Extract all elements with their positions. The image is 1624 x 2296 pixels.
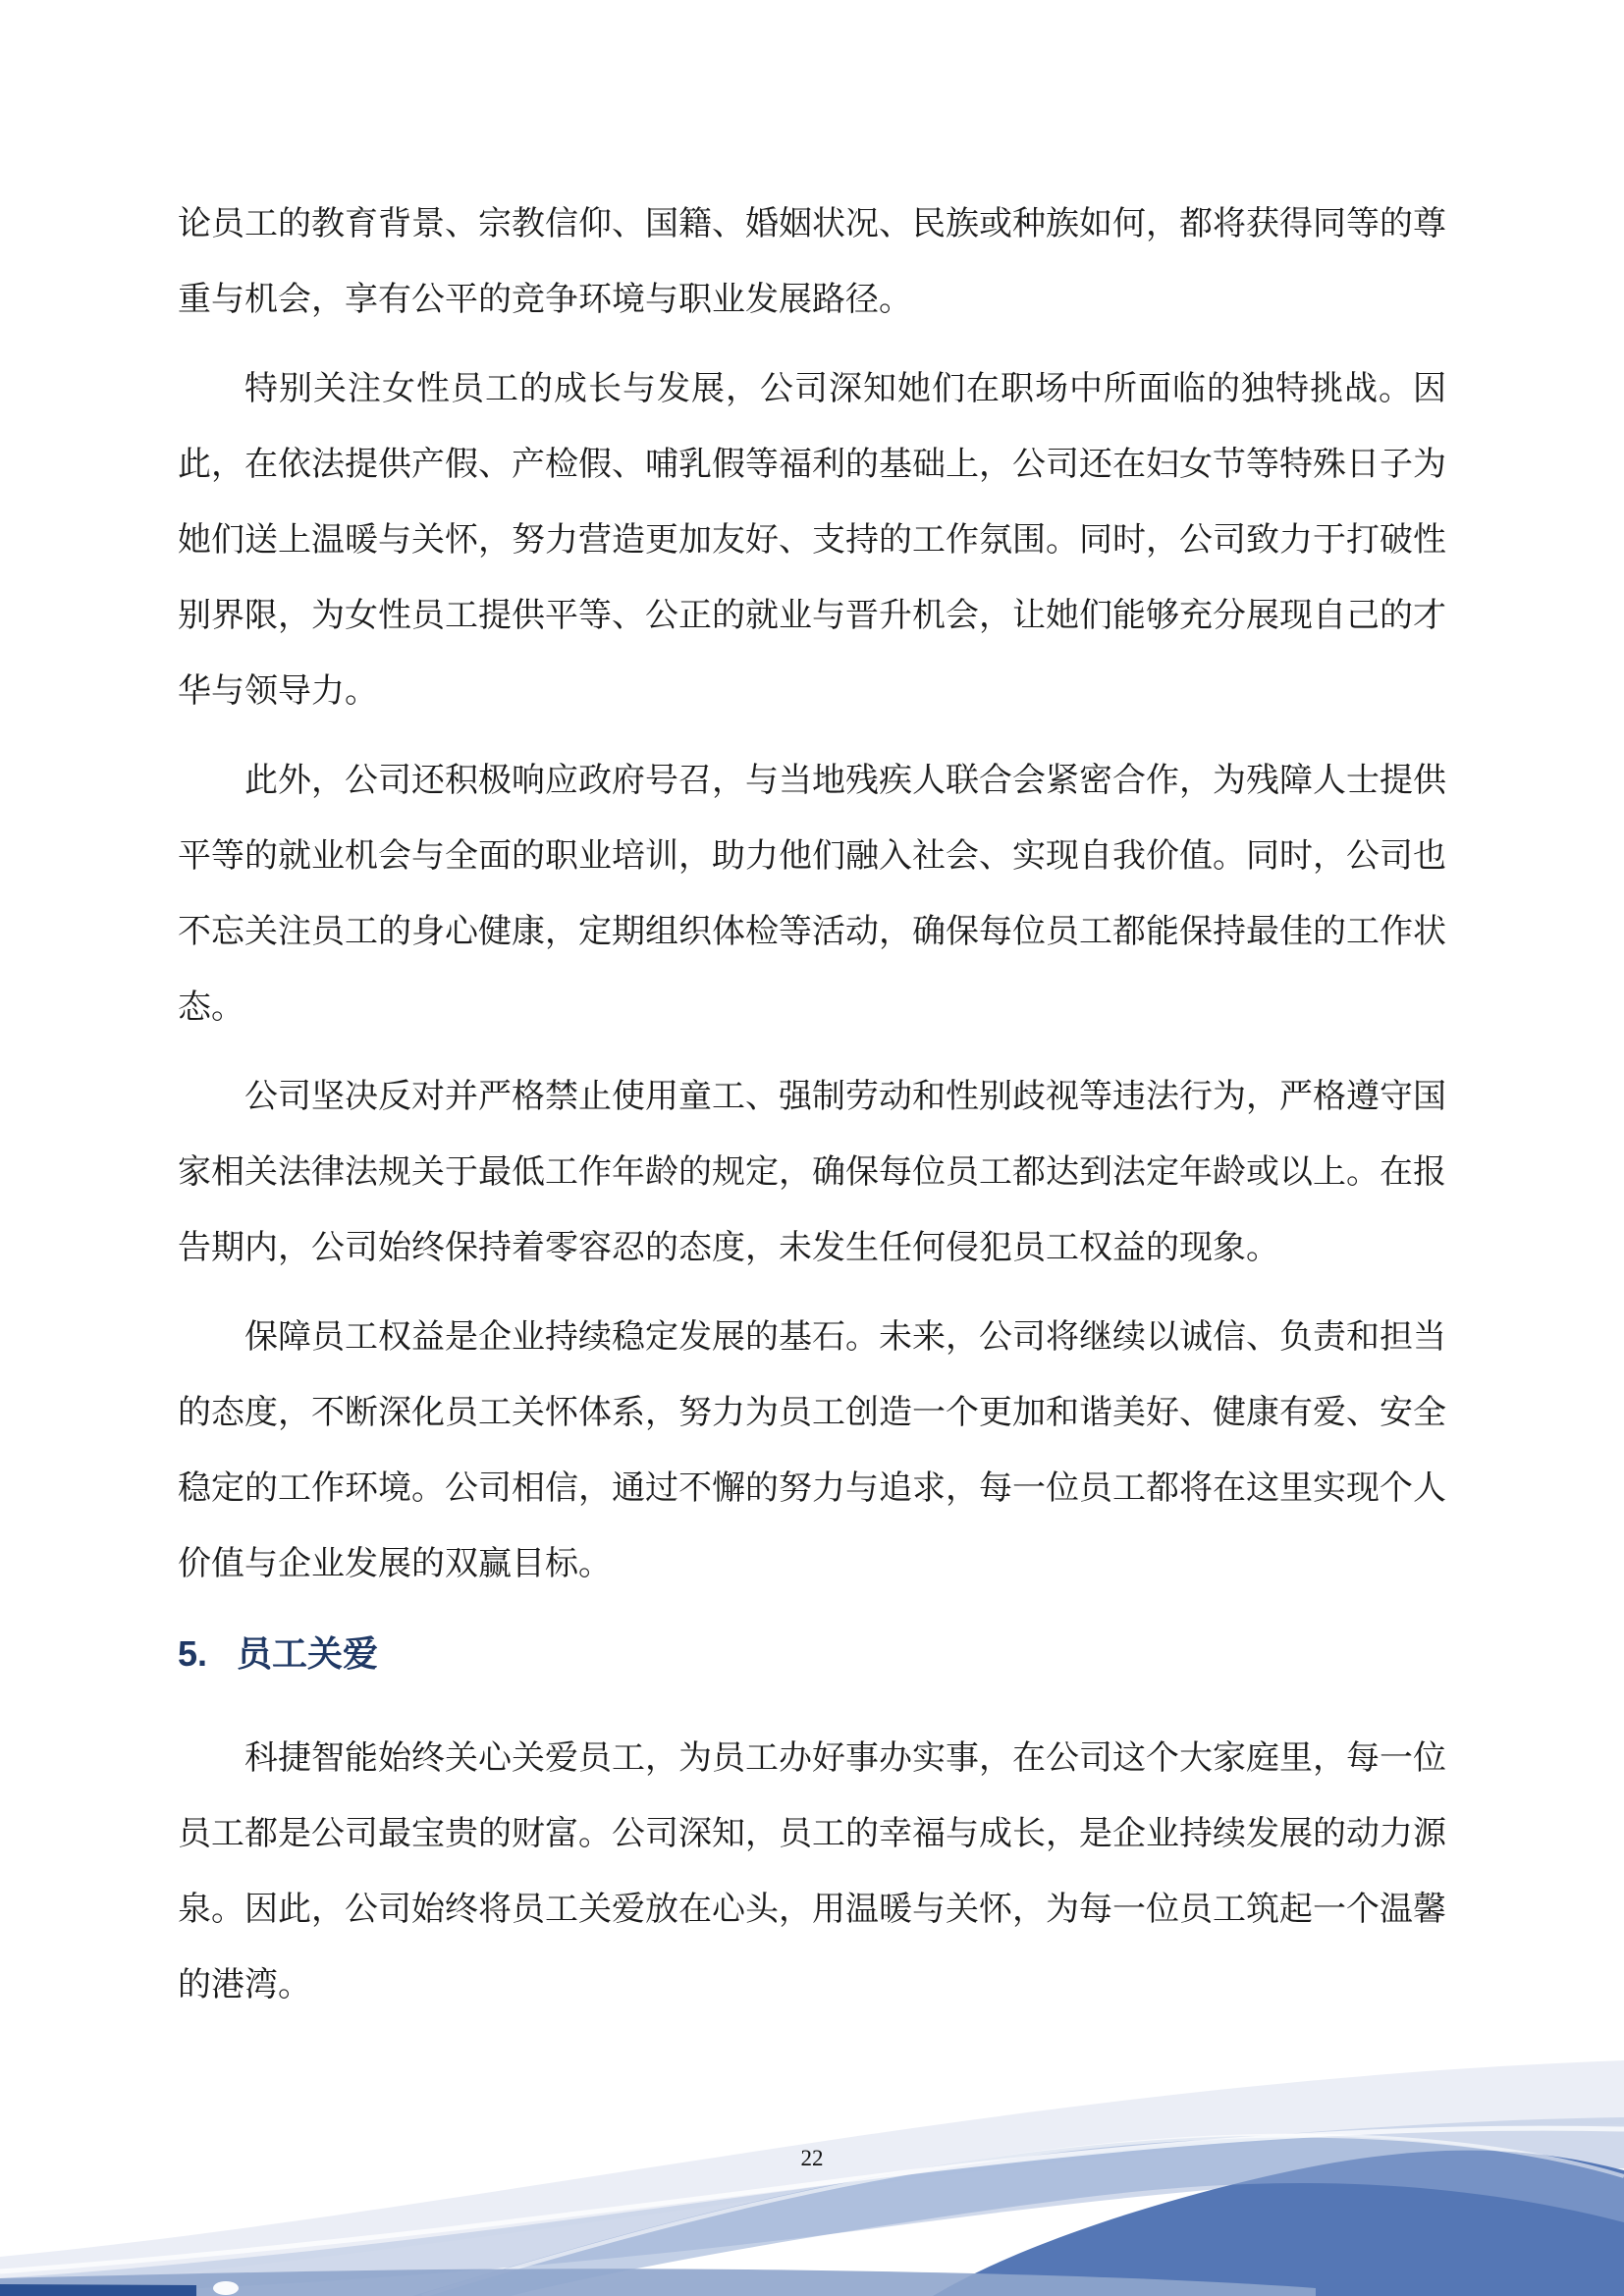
body-paragraph: 此外，公司还积极响应政府号召，与当地残疾人联合会紧密合作，为残障人士提供平等的就业机会与全面的职业培训，助力他们融入社会、实现自我价值。同时，公司也不忘关注员工的身心健康，定期组织体检等活动，确保每位员工都能保持最佳的工作状态。 <box>178 762 1446 1026</box>
body-paragraph: 公司坚决反对并严格禁止使用童工、强制劳动和性别歧视等违法行为，严格遵守国家相关法律法规关于最低工作年龄的规定，确保每位员工都达到法定年龄或以上。在报告期内，公司始终保持着零容忍的态度，未发生任何侵犯员工权益的现象。 <box>178 1078 1446 1266</box>
content-area <box>178 187 1446 2037</box>
body-paragraph: 特别关注女性员工的成长与发展，公司深知她们在职场中所面临的独特挑战。因此，在依法提供产假、产检假、哺乳假等福利的基础上，公司还在妇女节等特殊日子为她们送上温暖与关怀，努力营造更加友好、支持的工作氛围。同时，公司致力于打破性别界限，为女性员工提供平等、公正的就业与晋升机会，让她们能够充分展现自己的才华与领导力。 <box>178 370 1446 710</box>
wave-dot <box>213 2281 239 2295</box>
section-heading <box>178 1616 1446 1691</box>
body-paragraph: 保障员工权益是企业持续稳定发展的基石。未来，公司将继续以诚信、负责和担当的态度，不断深化员工关怀体系，努力为员工创造一个更加和谐美好、健康有爱、安全稳定的工作环境。公司相信，通过不懈的努力与追求，每一位员工都将在这里实现个人价值与企业发展的双赢目标。 <box>178 1318 1446 1582</box>
section-heading-number: 5. <box>178 1633 208 1674</box>
page-number: 22 <box>800 2146 824 2170</box>
section-heading-title: 员工关爱 <box>237 1633 379 1674</box>
body-paragraph: 科捷智能始终关心关爱员工，为员工办好事办实事，在公司这个大家庭里，每一位员工都是公司最宝贵的财富。公司深知，员工的幸福与成长，是企业持续发展的动力源泉。因此，公司始终将员工关爱放在心头，用温暖与关怀，为每一位员工筑起一个温馨的港湾。 <box>178 1739 1446 2003</box>
body-paragraph: 论员工的教育背景、宗教信仰、国籍、婚姻状况、民族或种族如何，都将获得同等的尊重与机会，享有公平的竞争环境与职业发展路径。 <box>178 205 1446 318</box>
